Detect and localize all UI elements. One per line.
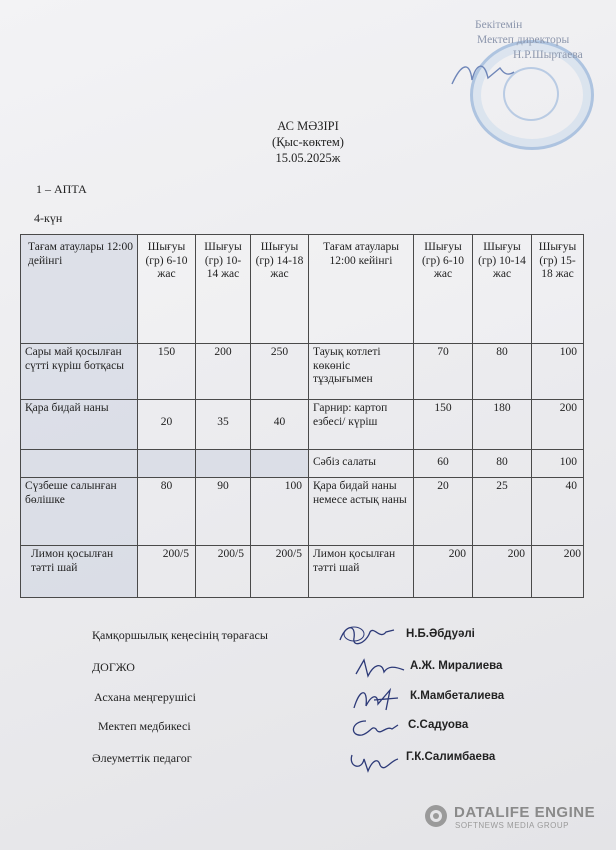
cell-food-before: Сары май қосылған сүтті күріш ботқасы	[21, 344, 138, 400]
cell-value: 90	[196, 478, 251, 546]
cell-food-before: Сүзбеше салынған бөлішке	[21, 478, 138, 546]
cell-value: 70	[414, 344, 473, 400]
table-row	[21, 546, 584, 598]
table-row	[21, 450, 584, 478]
cell-value: 200/5	[138, 546, 196, 598]
cell-food-after: Қара бидай наны немесе астық наны	[309, 478, 414, 546]
title-line-2: (Қыс-көктем)	[272, 135, 344, 149]
cell-value: 200/5	[196, 546, 251, 598]
header-out-6-10-left: Шығуы (гр) 6-10 жас	[138, 235, 196, 344]
menu-table	[20, 234, 584, 598]
signature-scribble	[336, 622, 398, 650]
week-label: 1 – АПТА	[36, 182, 87, 196]
signature-scribble	[346, 747, 402, 777]
cell-value: 100	[251, 478, 309, 546]
cell-value: 200	[473, 546, 532, 598]
signature-scribble	[348, 684, 404, 714]
header-out-6-10-right: Шығуы (гр) 6-10 жас	[414, 235, 473, 344]
signature-row	[94, 690, 614, 712]
table-row	[21, 400, 584, 450]
cell-food-before: Лимон қосылған тәтті шай	[21, 546, 138, 598]
signature-name: А.Ж. Миралиева	[410, 660, 503, 672]
cell-value: 40	[251, 400, 309, 450]
approval-line-3: Н.Р.Шыртаева	[513, 49, 583, 61]
datalife-watermark	[424, 804, 604, 832]
cell-value	[251, 450, 309, 478]
signature-row	[98, 719, 616, 741]
cell-food-after: Гарнир: картоп езбесі/ күріш	[309, 400, 414, 450]
header-out-15-18-right: Шығуы (гр) 15-18 жас	[532, 235, 584, 344]
signature-role: Асхана меңгерушісі	[94, 690, 196, 704]
cell-value: 60	[414, 450, 473, 478]
cell-value: 200	[414, 546, 473, 598]
cell-value: 25	[473, 478, 532, 546]
approval-block	[475, 18, 615, 63]
cell-food-after: Тауық котлеті көкөніс тұздығымен	[309, 344, 414, 400]
signature-row	[92, 660, 612, 682]
cell-value: 200	[532, 400, 584, 450]
cell-food-after: Лимон қосылған тәтті шай	[309, 546, 414, 598]
signature-name: К.Мамбеталиева	[410, 690, 505, 702]
watermark-brand: DATALIFE ENGINE	[454, 804, 596, 821]
cell-value: 200/5	[251, 546, 309, 598]
signature-scribble	[352, 654, 408, 682]
signature-scribble	[346, 713, 402, 743]
cell-value	[138, 450, 196, 478]
cell-food-before: Қара бидай наны	[21, 400, 138, 450]
title-line-1: АС МӘЗІРІ	[277, 119, 339, 133]
cell-value: 80	[473, 450, 532, 478]
cell-value: 20	[138, 400, 196, 450]
signature-name: Г.К.Салимбаева	[406, 751, 496, 763]
signature-name: Н.Б.Әбдуәлі	[406, 628, 475, 640]
signature-role: Әлеуметтік педагог	[92, 751, 192, 765]
cell-value: 250	[251, 344, 309, 400]
document-title	[0, 118, 616, 166]
cell-value: 150	[138, 344, 196, 400]
header-food-before: Тағам атаулары 12:00 дейінгі	[21, 235, 138, 344]
cell-food-before	[21, 450, 138, 478]
cell-value: 100	[532, 450, 584, 478]
header-food-after: Тағам атаулары 12:00 кейінгі	[309, 235, 414, 344]
cell-value: 35	[196, 400, 251, 450]
header-out-14-18-left: Шығуы (гр) 14-18 жас	[251, 235, 309, 344]
cell-value: 80	[473, 344, 532, 400]
cell-value: 180	[473, 400, 532, 450]
table-header-row	[21, 235, 584, 344]
cell-value: 150	[414, 400, 473, 450]
day-label: 4-күн	[34, 211, 63, 225]
signature-row	[92, 628, 612, 650]
title-date: 15.05.2025ж	[275, 151, 341, 165]
signature-role: ДОГЖО	[92, 660, 135, 674]
cell-food-after: Сәбіз салаты	[309, 450, 414, 478]
datalife-logo-icon	[424, 804, 448, 828]
cell-value: 80	[138, 478, 196, 546]
cell-value: 20	[414, 478, 473, 546]
table-row	[21, 478, 584, 546]
approval-line-1: Бекітемін	[475, 19, 523, 31]
cell-value: 200	[532, 546, 584, 598]
header-out-10-14-right: Шығуы (гр) 10-14 жас	[473, 235, 532, 344]
signature-name: С.Садуова	[408, 719, 469, 731]
table-row	[21, 344, 584, 400]
header-out-10-14-left: Шығуы (гр) 10-14 жас	[196, 235, 251, 344]
cell-value	[196, 450, 251, 478]
signature-role: Қамқоршылық кеңесінің төрағасы	[92, 628, 268, 642]
signature-role: Мектеп медбикесі	[98, 719, 191, 733]
cell-value: 100	[532, 344, 584, 400]
watermark-sub: SOFTNEWS MEDIA GROUP	[455, 821, 570, 830]
approval-line-2: Мектеп директоры	[477, 34, 570, 46]
cell-value: 40	[532, 478, 584, 546]
cell-value: 200	[196, 344, 251, 400]
signature-row	[92, 751, 612, 773]
